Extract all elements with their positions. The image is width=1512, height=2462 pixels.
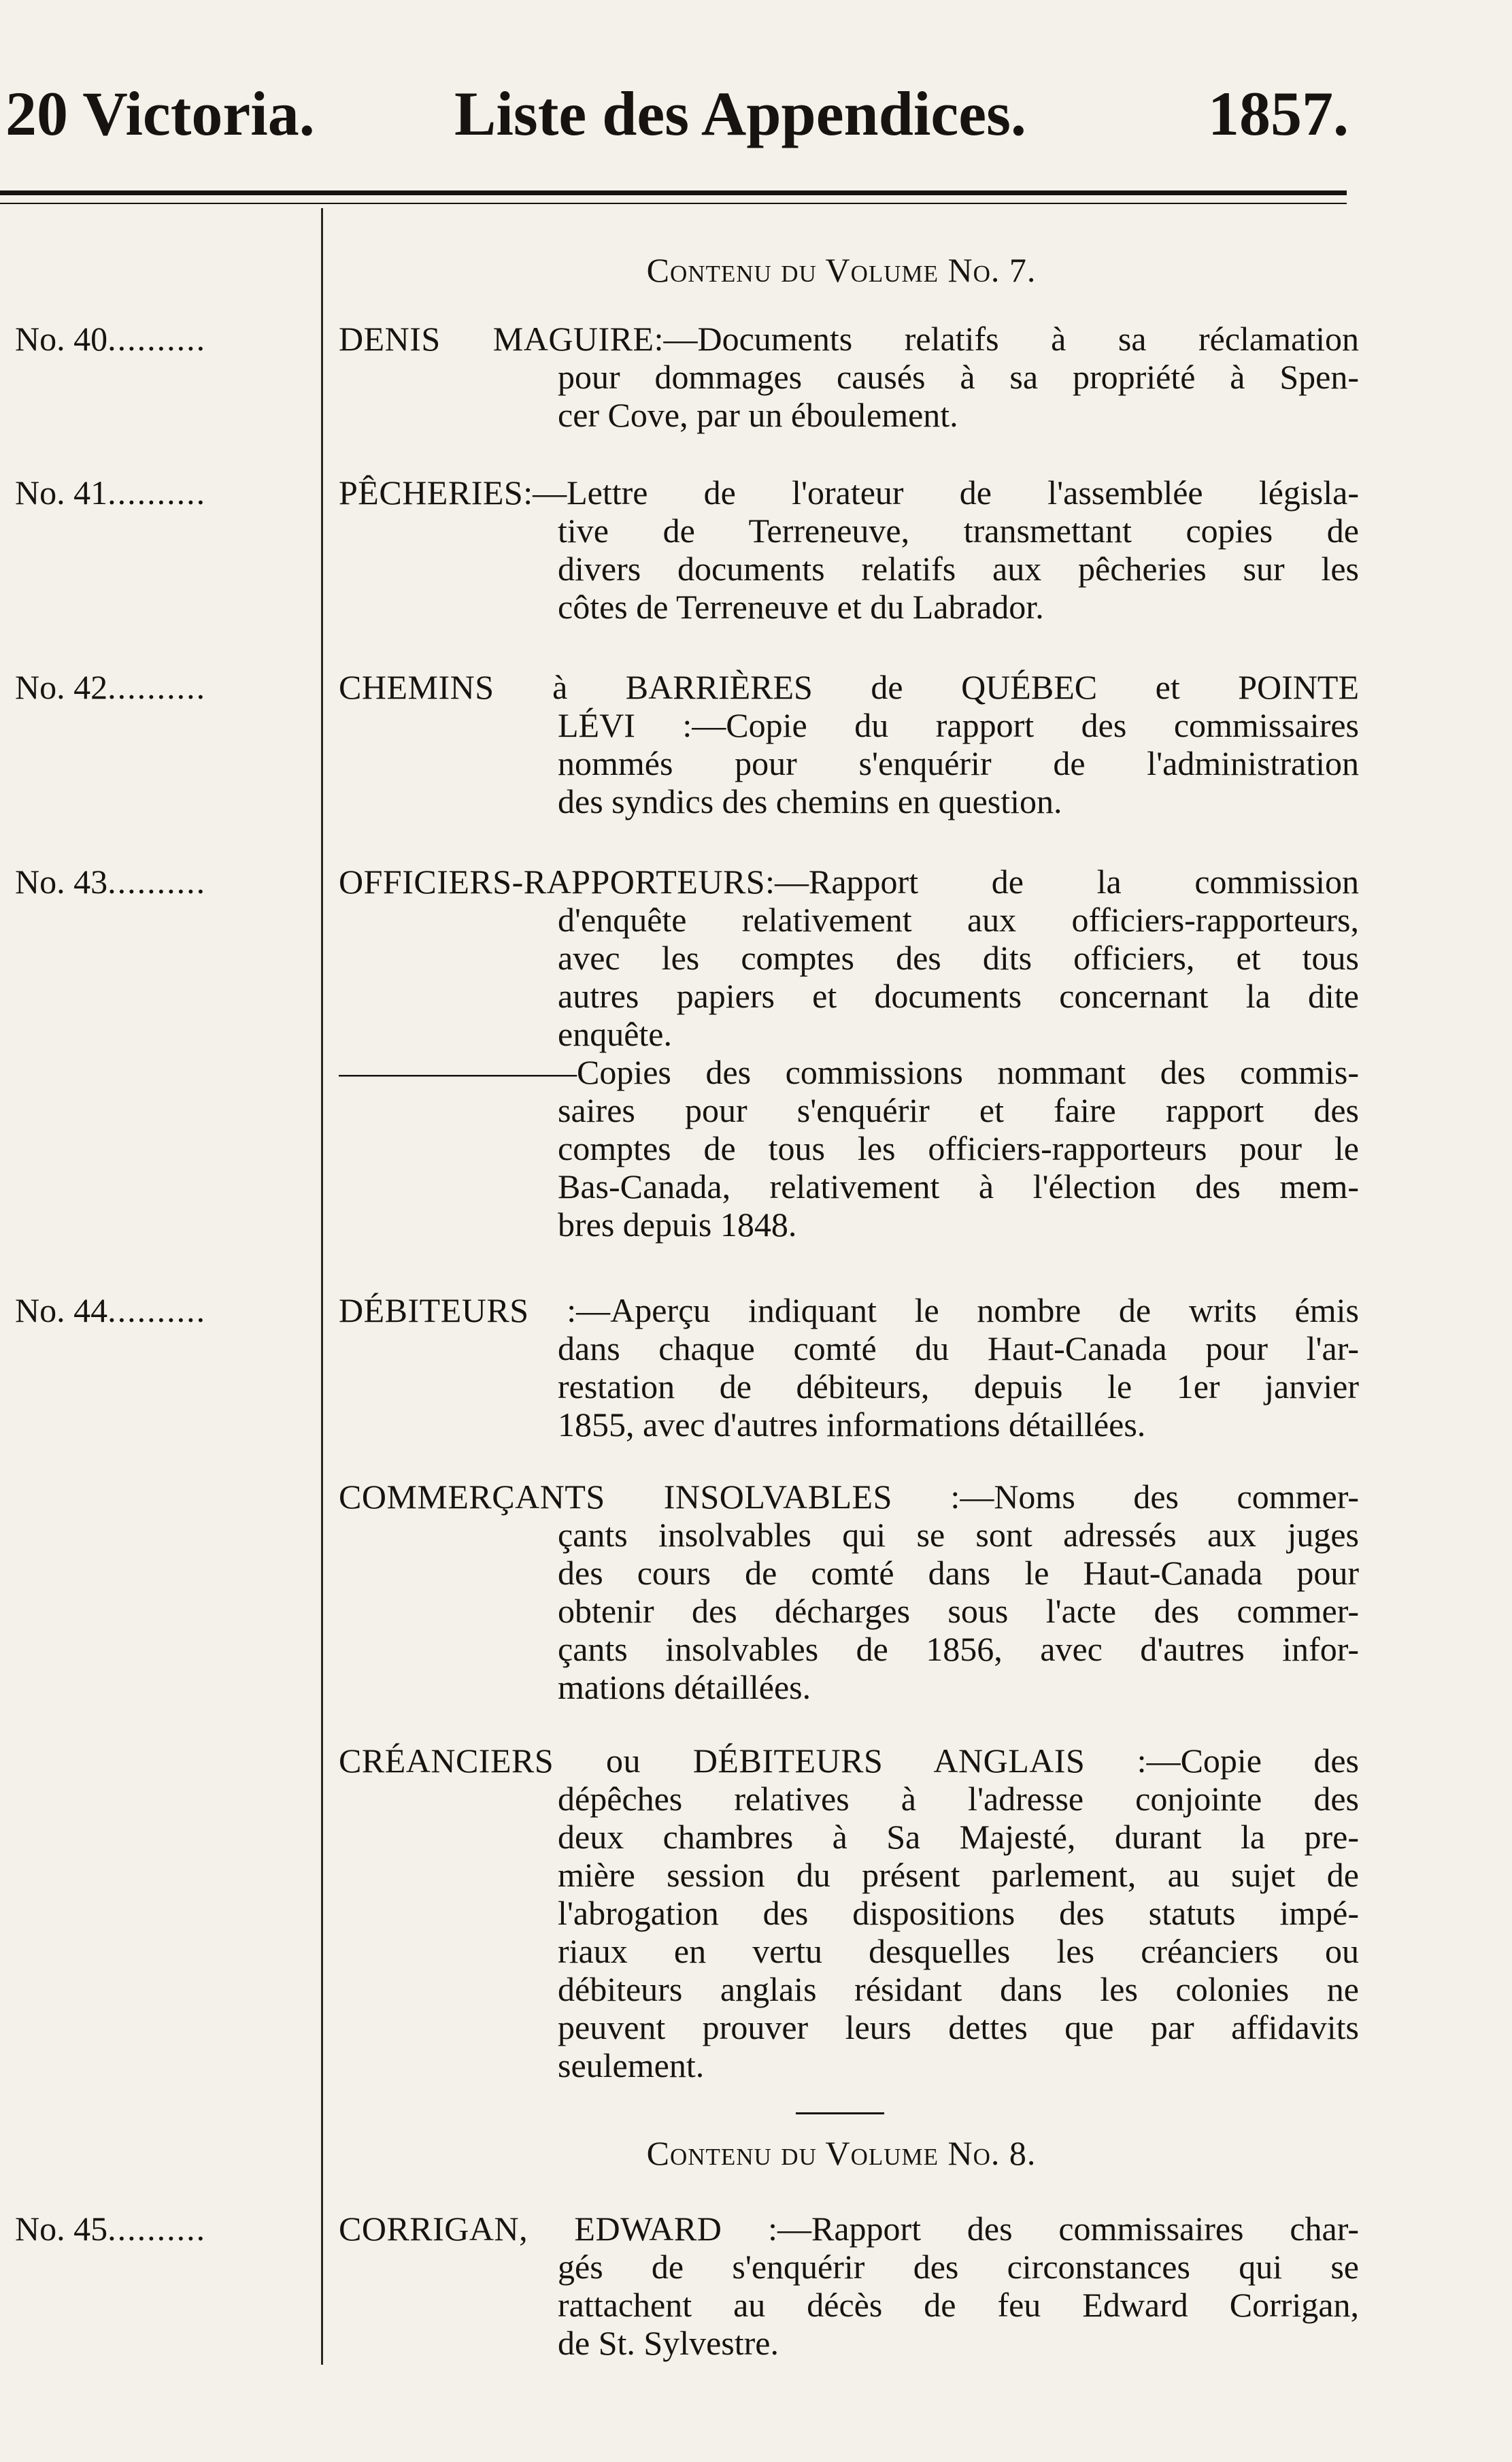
- entry-title: DENIS MAGUIRE: [339, 320, 654, 358]
- entry-title: CORRIGAN, EDWARD: [339, 2210, 722, 2248]
- entry-number-45: [15, 2210, 206, 2248]
- entry-text-line: tive de Terreneuve, transmettant copies de: [558, 512, 1359, 550]
- entry-text-line: de St. Sylvestre.: [558, 2324, 779, 2362]
- entry-text-line: divers documents relatifs aux pêcheries sur les: [558, 550, 1359, 588]
- entry-text-line: :—Rapport de la commission: [765, 863, 1359, 901]
- dot-leader: ..........: [107, 1291, 207, 1329]
- entry-body-40: [339, 320, 1359, 434]
- entry-text-line: débiteurs anglais résidant dans les colonies ne: [558, 1970, 1359, 2008]
- entry-title: CRÉANCIERS ou DÉBITEURS ANGLAIS: [339, 1742, 1086, 1780]
- dot-leader: ..........: [107, 2210, 207, 2248]
- entry-text-line: avec les comptes des dits officiers, et tous: [558, 939, 1359, 977]
- entry-text-line: d'enquête relativement aux officiers-rapporteurs,: [558, 901, 1359, 939]
- entry-text-line: rattachent au décès de feu Edward Corrigan,: [558, 2286, 1359, 2324]
- entry-number-text: No. 43: [15, 863, 108, 901]
- section-heading-volume-7: [321, 246, 1362, 294]
- entry-text-line: comptes de tous les officiers-rapporteurs pour le: [558, 1129, 1359, 1167]
- entry-text-line: ———————Copies des commissions nommant des commis-: [339, 1053, 1359, 1091]
- entry-text-line: à BARRIÈRES de QUÉBEC et POINTE: [494, 668, 1359, 706]
- entry-text-line: côtes de Terreneuve et du Labrador.: [558, 588, 1044, 626]
- entry-text-line: l'abrogation des dispositions des statuts impé-: [558, 1894, 1359, 1932]
- entry-number-text: No. 44: [15, 1291, 108, 1329]
- section-separator-rule: [796, 2112, 884, 2114]
- entry-text-line: Bas-Canada, relativement à l'élection des mem-: [558, 1167, 1359, 1205]
- entry-body-42: [339, 668, 1359, 820]
- entry-text-line: :—Documents relatifs à sa réclamation: [654, 320, 1359, 358]
- entry-text-line: saires pour s'enquérir et faire rapport des: [558, 1091, 1359, 1129]
- entry-text-line: :—Rapport des commissaires char-: [722, 2210, 1359, 2248]
- entry-text-line: des cours de comté dans le Haut-Canada pour: [558, 1554, 1359, 1592]
- entry-text-line: nommés pour s'enquérir de l'administration: [558, 744, 1359, 782]
- entry-title: OFFICIERS-RAPPORTEURS: [339, 863, 766, 901]
- entry-text-line: :—Noms des commer-: [892, 1478, 1359, 1516]
- entry-text-line: :—Aperçu indiquant le nombre de writs émis: [528, 1291, 1359, 1329]
- entry-text-line: bres depuis 1848.: [558, 1205, 797, 1244]
- entry-text-line: des syndics des chemins en question.: [558, 782, 1062, 820]
- entry-title: PÊCHERIES: [339, 473, 524, 512]
- entry-text-line: :—Lettre de l'orateur de l'assemblée législa-: [523, 473, 1359, 512]
- entry-number-text: No. 45: [15, 2210, 108, 2248]
- entry-title: COMMERÇANTS INSOLVABLES: [339, 1478, 892, 1516]
- entry-text-line: mations détaillées.: [558, 1668, 811, 1706]
- entry-text-line: obtenir des décharges sous l'acte des commer-: [558, 1592, 1359, 1630]
- entry-text-line: dépêches relatives à l'adresse conjointe des: [558, 1780, 1359, 1818]
- entry-text-line: riaux en vertu desquelles les créanciers ou: [558, 1932, 1359, 1970]
- entry-body-41: [339, 473, 1359, 626]
- entry-text-line: çants insolvables de 1856, avec d'autres infor-: [558, 1630, 1359, 1668]
- section-heading-volume-8: [321, 2129, 1362, 2177]
- entry-text-line: :—Copie des: [1085, 1742, 1359, 1780]
- header-year: 1857.: [1208, 79, 1349, 148]
- entry-number-40: [15, 320, 206, 358]
- entry-text-line: LÉVI :—Copie du rapport des commissaires: [558, 706, 1359, 744]
- entry-number-42: [15, 668, 206, 706]
- entry-text-line: deux chambres à Sa Majesté, durant la pre-: [558, 1818, 1359, 1856]
- entry-text-line: çants insolvables qui se sont adressés aux juges: [558, 1516, 1359, 1554]
- entry-text-line: cer Cove, par un éboulement.: [558, 396, 958, 434]
- entry-number-text: No. 40: [15, 320, 108, 358]
- entry-text-line: restation de débiteurs, depuis le 1er janvier: [558, 1367, 1359, 1405]
- entry-number-44: [15, 1291, 206, 1329]
- entry-text-line: pour dommages causés à sa propriété à Spen-: [558, 358, 1359, 396]
- section-heading-text: Contenu du Volume No. 8.: [646, 2134, 1037, 2172]
- dot-leader: ..........: [107, 320, 207, 358]
- entry-body-creanciers: [339, 1742, 1359, 2084]
- header-rule-thick: [0, 190, 1347, 195]
- header-rule-thin: [0, 203, 1347, 204]
- dot-leader: ..........: [107, 473, 207, 512]
- entry-text-line: dans chaque comté du Haut-Canada pour l'ar-: [558, 1329, 1359, 1367]
- entry-number-text: No. 42: [15, 668, 108, 706]
- entry-body-43: [339, 863, 1359, 1244]
- dot-leader: ..........: [107, 668, 207, 706]
- entry-number-43: [15, 863, 206, 901]
- entry-text-line: mière session du présent parlement, au sujet de: [558, 1856, 1359, 1894]
- column-divider: [321, 208, 323, 2365]
- entry-number-text: No. 41: [15, 473, 108, 512]
- entry-title: CHEMINS: [339, 668, 494, 706]
- entry-text-line: autres papiers et documents concernant la dite: [558, 977, 1359, 1015]
- entry-body-commercants: [339, 1478, 1359, 1706]
- entry-number-41: [15, 473, 206, 512]
- entry-body-45: [339, 2210, 1359, 2362]
- entry-title: DÉBITEURS: [339, 1291, 529, 1329]
- section-heading-text: Contenu du Volume No. 7.: [646, 251, 1037, 289]
- header-regnal-year: 20 Victoria.: [5, 79, 315, 148]
- header-title: Liste des Appendices.: [454, 79, 1026, 148]
- dot-leader: ..........: [107, 863, 207, 901]
- entry-body-44: [339, 1291, 1359, 1444]
- entry-text-line: gés de s'enquérir des circonstances qui se: [558, 2248, 1359, 2286]
- entry-text-line: peuvent prouver leurs dettes que par affidavits: [558, 2008, 1359, 2046]
- entry-text-line: seulement.: [558, 2046, 705, 2084]
- entry-text-line: 1855, avec d'autres informations détaillées.: [558, 1405, 1146, 1444]
- entry-text-line: enquête.: [558, 1015, 672, 1053]
